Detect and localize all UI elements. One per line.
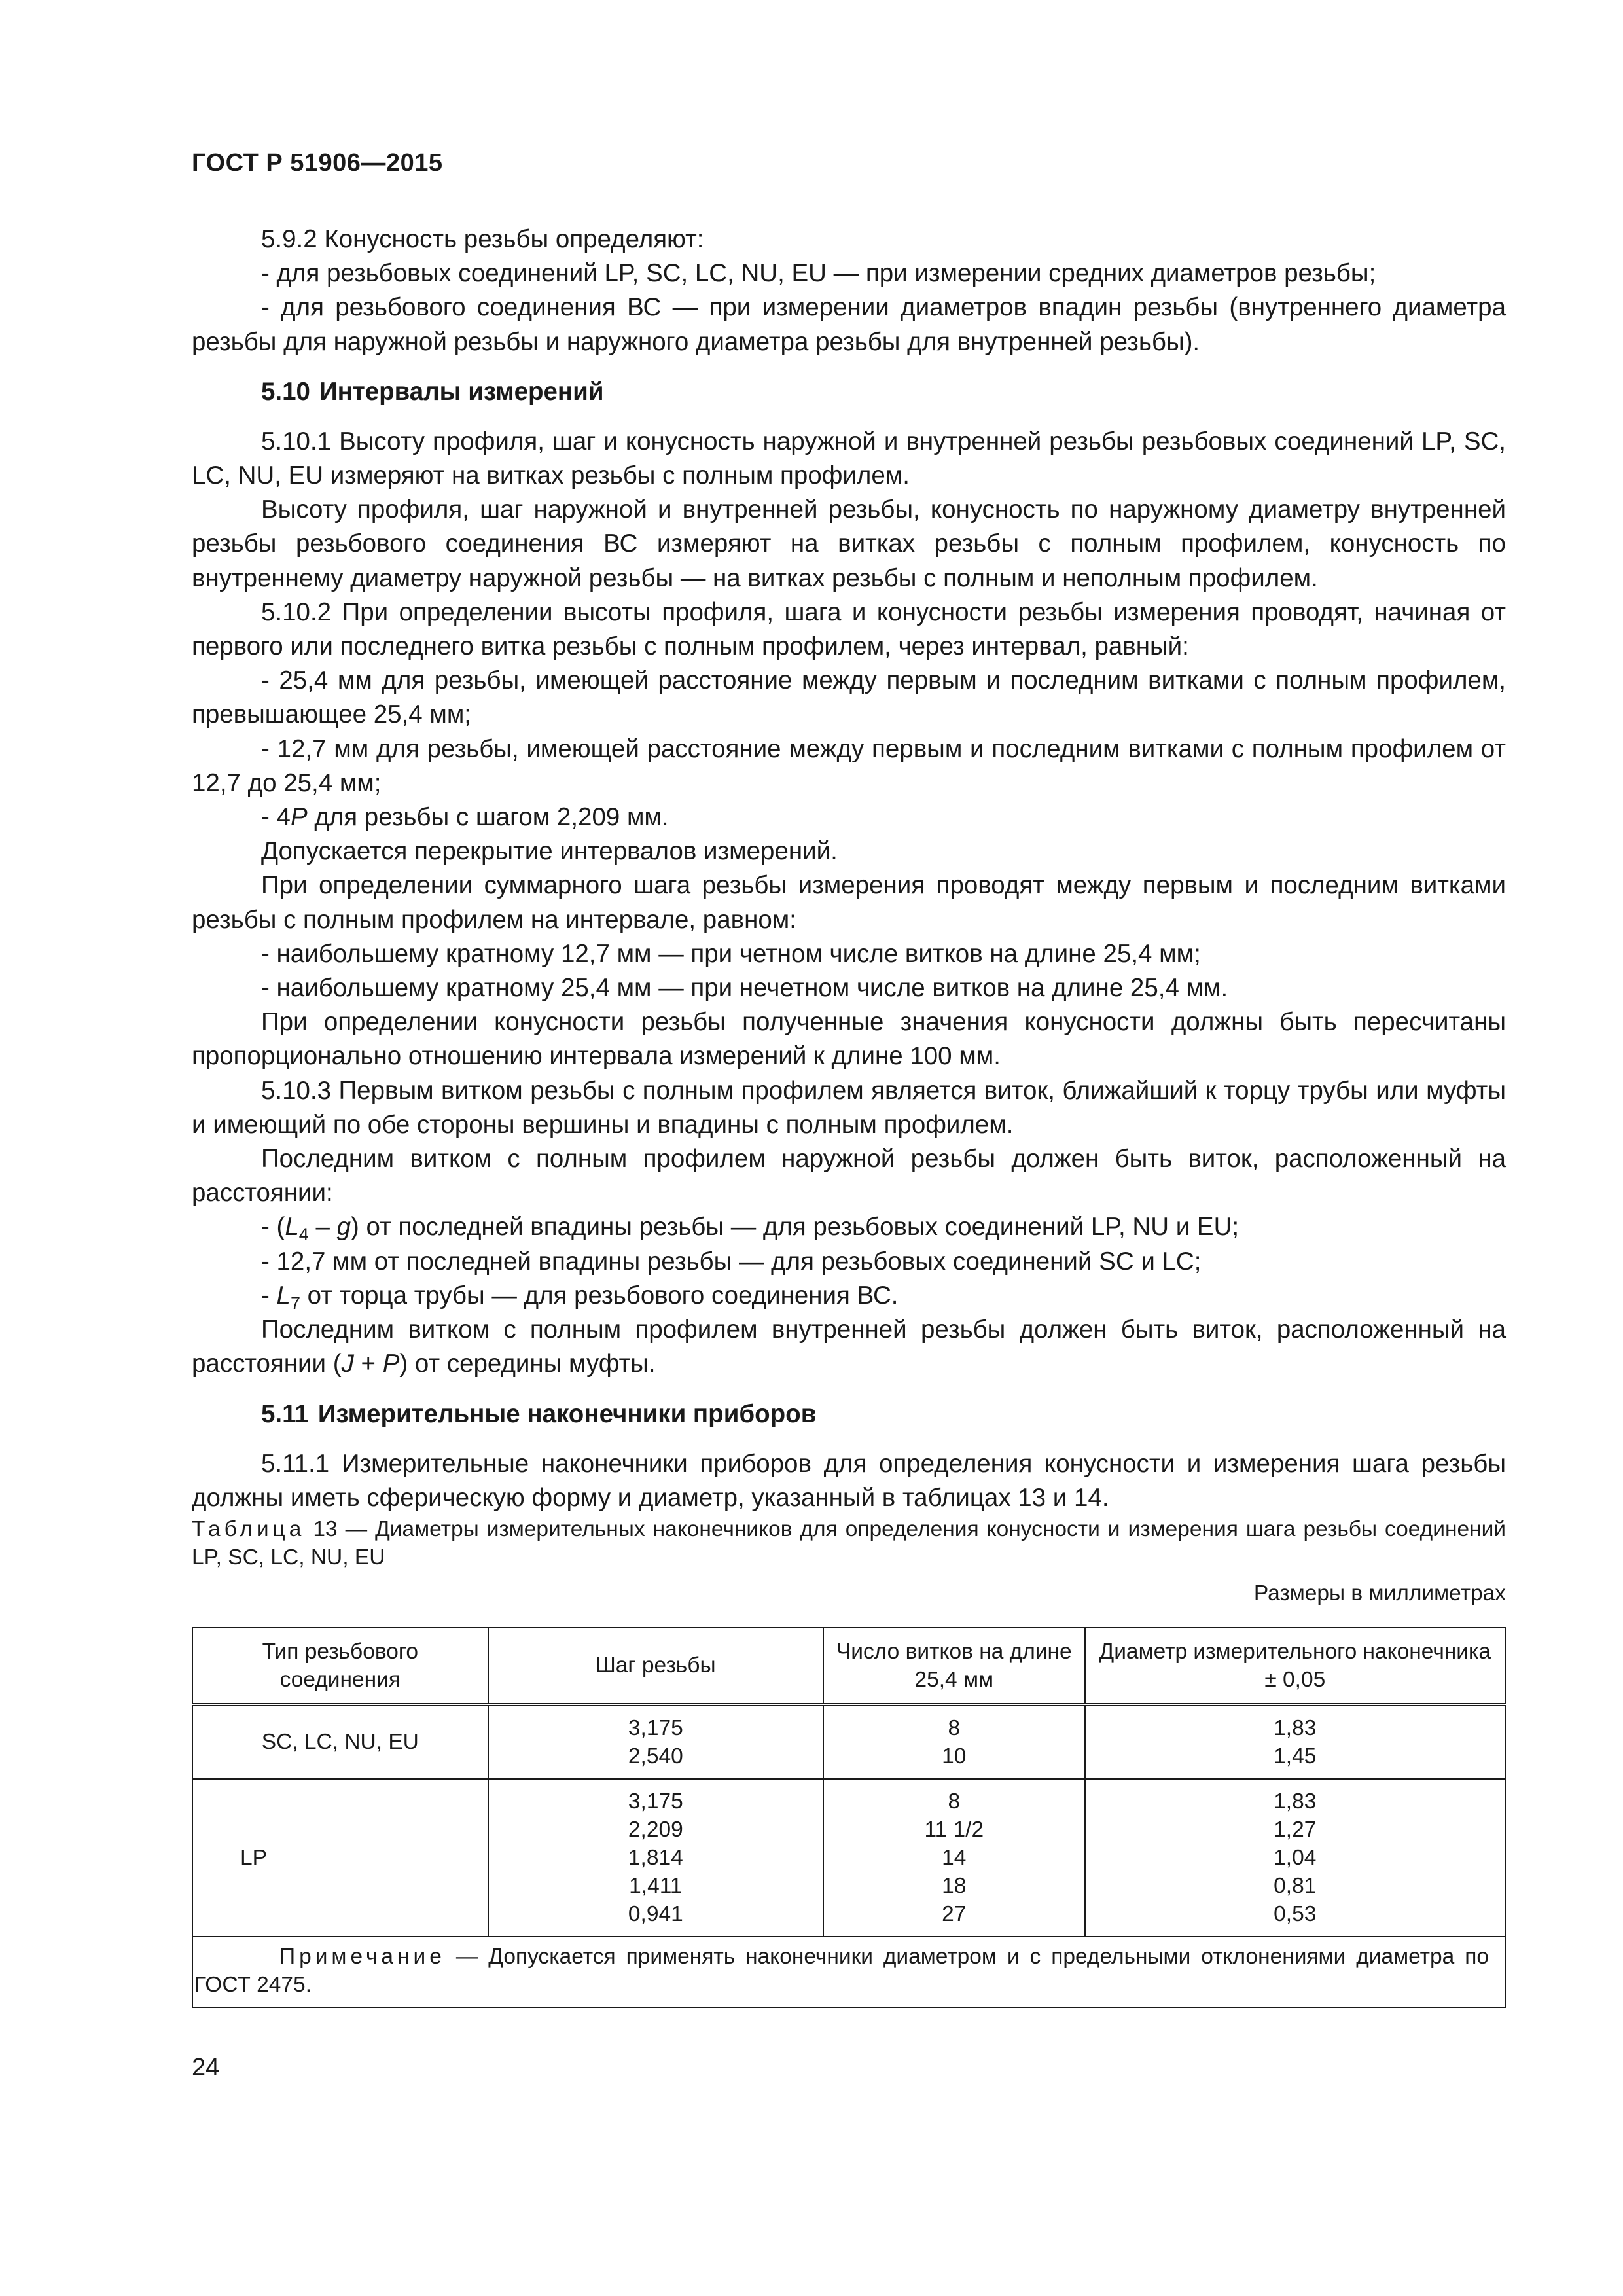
list-item: - наибольшему кратному 12,7 мм — при четном числе витков на длине 25,4 мм; bbox=[261, 939, 1201, 968]
note-text: — Допускается применять наконечники диаметром и с предельными отклонениями диаметра по ГОСТ 2475. bbox=[194, 1944, 1489, 1997]
paragraph: Последним витком с полным профилем наружной резьбы должен быть виток, расположенный на расстоянии: bbox=[192, 1145, 1506, 1208]
section-number: 5.11 bbox=[261, 1399, 309, 1428]
paragraph-5-11-1: 5.11.1 Измерительные наконечники приборов для определения конусности и измерения шага резьбы должны иметь сферическую форму и диаметр, указанный в таблицах 13 и 14. bbox=[192, 1449, 1506, 1512]
paragraph: При определении суммарного шага резьбы измерения проводят между первым и последним витками резьбы с полным профилем на интервале, равном: bbox=[192, 871, 1506, 934]
table-cell: 1,83 1,45 bbox=[1085, 1704, 1505, 1779]
paragraph-5-10-2: 5.10.2 При определении высоты профиля, шага и конусности резьбы измерения проводят, начиная от первого или последнего витка резьбы с полным профилем, через интервал, равный: bbox=[192, 598, 1506, 661]
table-row bbox=[192, 1704, 1505, 1779]
table-note bbox=[192, 1937, 1505, 2007]
list-item: - 25,4 мм для резьбы, имеющей расстояние между первым и последним витками с полным профилем, превышающее 25,4 мм; bbox=[192, 666, 1506, 729]
table-note-row bbox=[192, 1937, 1505, 2007]
list-item: - наибольшему кратному 25,4 мм — при нечетном числе витков на длине 25,4 мм. bbox=[261, 974, 1228, 1003]
table-caption-label: Таблица bbox=[192, 1516, 306, 1541]
table-units: Размеры в миллиметрах bbox=[1253, 1581, 1506, 1605]
list-item: - 12,7 мм для резьбы, имеющей расстояние между первым и последним витками с полным профилем от 12,7 до 25,4 мм; bbox=[192, 734, 1506, 797]
list-item: - 12,7 мм от последней впадины резьбы — для резьбовых соединений SC и LC; bbox=[261, 1247, 1202, 1276]
page-number: 24 bbox=[192, 2054, 220, 2081]
section-title: Интервалы измерений bbox=[319, 377, 604, 406]
paragraph-5-10-1: 5.10.1 Высоту профиля, шаг и конусность наружной и внутренней резьбы резьбовых соединений LP, SC, LC, NU, EU измеряют на витках резьбы с полным профилем. bbox=[192, 427, 1506, 490]
column-header: Шаг резьбы bbox=[488, 1628, 823, 1705]
section-title: Измерительные наконечники приборов bbox=[317, 1399, 817, 1428]
paragraph-5-10-3: 5.10.3 Первым витком резьбы с полным профилем является виток, ближайший к торцу трубы или муфты и имеющий по обе стороны вершины и впадины с полным профилем. bbox=[192, 1076, 1506, 1139]
paragraph: Допускается перекрытие интервалов измерений. bbox=[261, 837, 838, 866]
table-caption-text: 13 — Диаметры измерительных наконечников для определения конусности и измерения шага резьбы соединений LP, SC, LC, NU, EU bbox=[192, 1516, 1506, 1570]
section-heading-5-11 bbox=[261, 1397, 1506, 1431]
paragraph-5-9-2: 5.9.2 Конусность резьбы определяют: bbox=[261, 225, 704, 253]
table-13 bbox=[192, 1627, 1506, 2008]
list-item: - для резьбовых соединений LP, SC, LC, NU, EU — при измерении средних диаметров резьбы; bbox=[261, 259, 1376, 288]
paragraph: При определении конусности резьбы полученные значения конусности должны быть пересчитаны пропорционально отношению интервала измерений к длине 100 мм. bbox=[192, 1008, 1506, 1071]
list-item: - $(L_4 - g)$ от последней впадины резьбы — для резьбовых соединений LP, NU и EU; bbox=[261, 1213, 1240, 1245]
document-header: ГОСТ Р 51906—2015 bbox=[192, 149, 443, 177]
document-body bbox=[192, 223, 1506, 2008]
table-cell: 3,175 2,540 bbox=[488, 1704, 823, 1779]
table-cell: 3,175 2,209 1,814 1,411 0,941 bbox=[488, 1779, 823, 1937]
list-item: - для резьбового соединения ВС — при измерении диаметров впадин резьбы (внутреннего диаметра резьбы для наружной резьбы и наружного диаметра резьбы для внутренней резьбы). bbox=[192, 293, 1506, 356]
table-cell: 1,83 1,27 1,04 0,81 0,53 bbox=[1085, 1779, 1505, 1937]
column-header: Число витков на длине 25,4 мм bbox=[823, 1628, 1085, 1705]
list-item: - $L_7$ от торца трубы — для резьбового соединения ВС. bbox=[261, 1281, 899, 1313]
column-header: Тип резьбового соединения bbox=[192, 1628, 488, 1705]
paragraph: Высоту профиля, шаг наружной и внутренней резьбы, конусность по наружному диаметру внутренней резьбы резьбового соединения ВС измеряют на витках резьбы с полным профилем, конусность по внутреннему диаметру наружной резьбы — на витках резьбы с полным и неполным профилем. bbox=[192, 495, 1506, 592]
table-cell: SC, LC, NU, EU bbox=[192, 1704, 488, 1779]
table-cell: 8 10 bbox=[823, 1704, 1085, 1779]
paragraph: Последним витком с полным профилем внутренней резьбы должен быть виток, расположенный на расстоянии (J + P) от середины муфты. bbox=[192, 1316, 1506, 1378]
table-caption bbox=[192, 1515, 1506, 1571]
note-label: Примечание bbox=[279, 1944, 446, 1969]
section-heading-5-10 bbox=[261, 375, 1506, 409]
column-header: Диаметр измерительного наконечника ± 0,05 bbox=[1085, 1628, 1505, 1705]
table-cell: LP bbox=[192, 1779, 488, 1937]
section-number: 5.10 bbox=[261, 377, 310, 406]
table-cell: 8 11 1/2 14 18 27 bbox=[823, 1779, 1085, 1937]
table-row bbox=[192, 1779, 1505, 1937]
list-item: - 4P для резьбы с шагом 2,209 мм. bbox=[261, 803, 669, 832]
table-header-row bbox=[192, 1628, 1505, 1705]
